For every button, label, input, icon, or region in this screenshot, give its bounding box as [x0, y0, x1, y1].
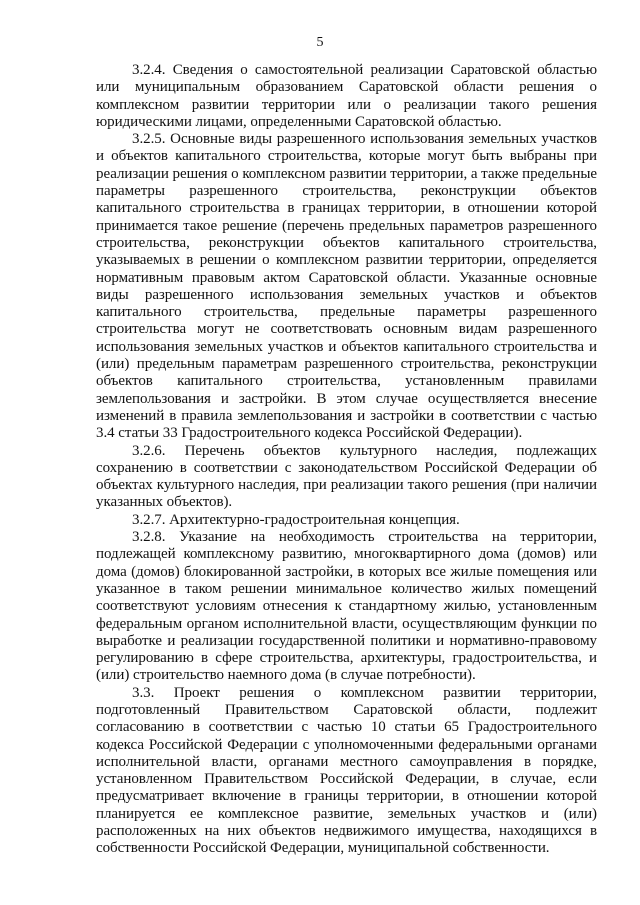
paragraph-3-3: 3.3. Проект решения о комплексном развитии территории, подготовленный Правительством Саратовской области, подлежит согласованию в соответствии с частью 10 статьи 65 Градостроительного кодекса Российской Федерации с уполномоченными федеральными органами исполнительной власти, органами местного самоуправления в порядке, установленном Правительством Российской Федерации, в случае, если предусматривает включение в границы территории, в отношении которой планируется ее комплексное развитие, земельных участков и (или) расположенных на них объектов недвижимого имущества, находящихся в собственности Российской Федерации, муниципальной собственности. — [96, 684, 597, 857]
paragraph-3-2-7: 3.2.7. Архитектурно-градостроительная концепция. — [132, 511, 460, 528]
page-number: 5 — [316, 35, 324, 50]
paragraph-3-2-5: 3.2.5. Основные виды разрешенного использования земельных участков и объектов капитального строительства, которые могут быть выбраны при реализации решения о комплексном развитии территории, а также предельные параметры разрешенного строительства, реконструкции объектов капитального строительства в границах территории, в отношении которой принимается такое решение (перечень предельных параметров разрешенного строительства, реконструкции объектов капитального строительства, указываемых в решении о комплексном развитии территории, определяется нормативным правовым актом Саратовской области. Указанные основные виды разрешенного использования земельных участков и объектов капитального строительства, предельные параметры разрешенного строительства могут не соответствовать основным видам разрешенного использования земельных участков и объектов капитального строительства и (или) предельным параметрам разрешенного строительства, реконструкции объектов капитального строительства, установленным правилами землепользования и застройки. В этом случае осуществляется внесение изменений в правила землепользования и застройки в соответствии с частью 3.4 статьи 33 Градостроительного кодекса Российской Федерации). — [96, 131, 597, 442]
paragraph-3-2-8: 3.2.8. Указание на необходимость строительства на территории, подлежащей комплексному развитию, многоквартирного дома (домов) или дома (домов) блокированной застройки, в которых все жилые помещения или указанное в таком решении минимальное количество жилых помещений соответствуют условиям отнесения к стандартному жилью, установленным федеральным органом исполнительной власти, осуществляющим функции по выработке и реализации государственной политики и нормативно-правовому регулированию в сфере строительства, архитектуры, градостроительства, и (или) строительство наемного дома (в случае потребности). — [96, 529, 597, 684]
document-body — [96, 62, 597, 858]
paragraph-3-2-6: 3.2.6. Перечень объектов культурного наследия, подлежащих сохранению в соответствии с законодательством Российской Федерации об объектах культурного наследия, при реализации такого решения (при наличии указанных объектов). — [96, 442, 597, 511]
paragraph-3-2-4: 3.2.4. Сведения о самостоятельной реализации Саратовской областью или муниципальным образованием Саратовской области решения о комплексном развитии территории или о реализации такого решения юридическими лицами, определенными Саратовской областью. — [96, 62, 597, 130]
